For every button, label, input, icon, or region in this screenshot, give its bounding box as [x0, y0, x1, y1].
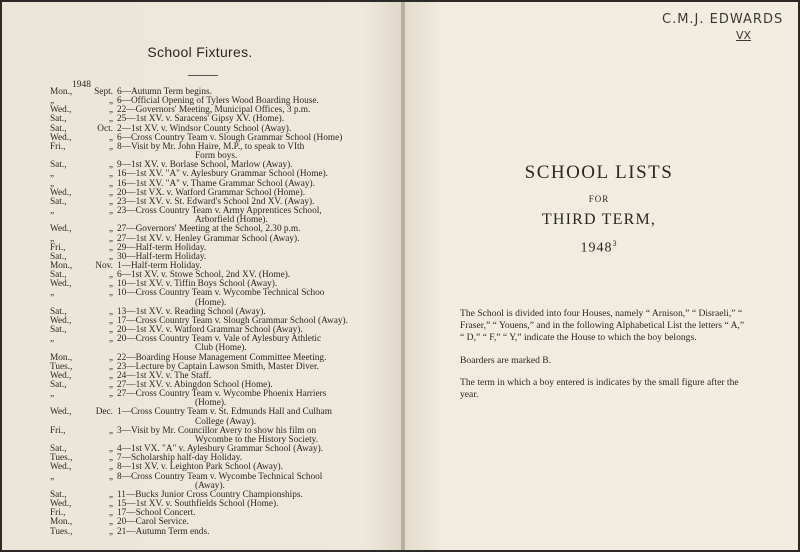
fixture-text: 23—Cross Country Team v. Army Apprentices School,: [117, 206, 322, 217]
fixture-month: „: [108, 444, 113, 455]
fixture-month: „: [108, 270, 113, 281]
fixture-day: „: [50, 206, 55, 217]
fixture-month: „: [108, 242, 113, 253]
fixture-day: Wed.,: [50, 370, 72, 381]
fixture-day: Tues.,: [50, 453, 73, 464]
fixture-text: 27—Cross Country Team v. Wycombe Phoenix Harriers: [117, 389, 327, 400]
fixture-row: [50, 518, 380, 527]
fixture-continuation-text: Club (Home).: [195, 343, 247, 354]
fixture-continuation-text: (Home).: [195, 398, 227, 409]
fixture-text: 23—1st XV. v. St. Edward's School 2nd XV. (Away).: [117, 196, 315, 207]
fixture-month: „: [108, 315, 113, 326]
fixture-day: Sat.,: [50, 444, 67, 455]
owner-signature: C.M.J. EDWARDS: [662, 12, 784, 27]
fixture-text: 10—Cross Country Team v. Wycombe Technical Schoo: [117, 288, 325, 299]
fixture-day: Fri.,: [50, 425, 66, 436]
fixture-month: „: [108, 132, 113, 143]
fixture-day: Sat.,: [50, 114, 67, 125]
fixture-month: „: [108, 453, 113, 464]
fixture-month: „: [108, 105, 113, 116]
fixture-day: „: [50, 389, 55, 400]
fixture-month: Nov.: [95, 260, 113, 271]
fixture-day: „: [50, 96, 55, 107]
fixture-month: Dec.: [95, 407, 113, 418]
fixture-text: 8—1st XV. v. Leighton Park School (Away).: [117, 462, 283, 473]
fixture-day: „: [50, 178, 55, 189]
lists-year: [402, 239, 796, 257]
fixture-text: 6—Autumn Term begins.: [117, 87, 212, 97]
fixture-day: Wed.,: [50, 132, 72, 143]
fixture-day: Mon.,: [50, 260, 73, 271]
fixture-month: „: [108, 251, 113, 262]
fixture-day: „: [50, 288, 55, 299]
fixture-month: „: [108, 517, 113, 528]
fixture-row: [50, 528, 380, 537]
fixture-text: 24—1st XV. v. The Staff.: [117, 370, 212, 381]
fixture-day: Sat.,: [50, 160, 67, 171]
fixture-row: [50, 363, 380, 372]
fixture-text: 17—School Concert.: [117, 508, 196, 519]
fixture-text: 20—Carol Service.: [117, 517, 189, 528]
fixture-day: Wed.,: [50, 224, 72, 235]
fixture-day: Wed.,: [50, 499, 72, 510]
page-gutter: [401, 2, 405, 550]
boarders-note: Boarders are marked B.: [460, 354, 552, 366]
fixture-month: „: [108, 196, 113, 207]
fixture-day: Fri.,: [50, 242, 66, 253]
lists-term: THIRD TERM,: [541, 211, 657, 228]
fixture-month: „: [108, 224, 113, 235]
fixture-month: „: [108, 306, 113, 317]
fixture-month: „: [108, 288, 113, 299]
fixture-text: 20—1st VX. v. Watford Grammar School (Home).: [117, 187, 306, 198]
fixture-text: 11—Bucks Junior Cross Country Championships.: [117, 489, 303, 500]
fixture-row: [50, 509, 380, 518]
fixture-text: 22—Boarding House Management Committee Meeting.: [117, 352, 327, 363]
fixture-text: 16—1st XV. "A" v. Aylesbury Grammar School (Home).: [117, 169, 328, 180]
fixture-day: Wed.,: [50, 462, 72, 473]
school-lists-page: [404, 2, 798, 550]
fixture-month: „: [108, 206, 113, 217]
fixture-month: „: [108, 361, 113, 372]
fixture-text: 22—Governors' Meeting, Municipal Offices, 3 p.m.: [117, 105, 311, 116]
fixture-month: „: [108, 526, 113, 537]
fixture-day: Sat.,: [50, 123, 67, 134]
fixture-month: „: [108, 141, 113, 152]
fixture-text: 6—Cross Country Team v. Slough Grammar School (Home): [117, 132, 343, 143]
fixture-day: Wed.,: [50, 315, 72, 326]
lists-for: FOR: [588, 194, 610, 204]
fixture-day: Mon.,: [50, 517, 73, 528]
fixture-day: Wed.,: [50, 279, 72, 290]
fixture-day: „: [50, 334, 55, 345]
fixture-day: Mon.,: [50, 87, 73, 97]
fixture-day: Sat.,: [50, 325, 67, 336]
fixture-text: 25—1st XV. v. Saracens' Gipsy XV. (Home).: [117, 114, 285, 125]
fixture-row: [50, 244, 380, 253]
fixture-text: 15—1st XV. v. Southfields School (Home).: [117, 499, 279, 510]
fixture-month: „: [108, 160, 113, 171]
fixture-month: „: [108, 178, 113, 189]
fixture-text: 3—Visit by Mr. Councillor Avery to show his film on: [117, 425, 317, 436]
fixture-month: „: [108, 279, 113, 290]
fixture-month: „: [108, 508, 113, 519]
fixture-continuation-text: Wycombe to the History Society.: [195, 434, 319, 445]
fixture-month: „: [108, 489, 113, 500]
fixtures-list: [50, 88, 380, 537]
fixture-continuation-text: College (Away).: [195, 416, 257, 427]
fixture-text: 30—Half-term Holiday.: [117, 251, 207, 262]
fixture-day: Tues.,: [50, 361, 73, 372]
fixture-text: 23—Lecture by Captain Lawson Smith, Master Diver.: [117, 361, 319, 372]
fixture-month: „: [108, 462, 113, 473]
fixture-month: „: [108, 233, 113, 244]
fixture-text: 6—Official Opening of Tylers Wood Boarding House.: [117, 96, 319, 107]
owner-form: VX: [736, 29, 752, 42]
fixture-month: Sept.: [94, 87, 113, 97]
fixture-day: Wed.,: [50, 105, 72, 116]
lists-notes: [460, 308, 750, 411]
fixture-text: 20—1st XV. v. Watford Grammar School (Away).: [117, 325, 303, 336]
fixture-day: Sat.,: [50, 196, 67, 207]
fixture-day: Sat.,: [50, 251, 67, 262]
fixture-text: 1—Cross Country Team v. St. Edmunds Hall and Culham: [117, 407, 332, 418]
fixture-month: „: [108, 96, 113, 107]
fixture-text: 4—1st VX. "A" v. Aylesbury Grammar School (Away).: [117, 444, 323, 455]
fixture-month: Oct.: [97, 123, 113, 134]
term-note: The term in which a boy entered is indicates by the small figure after the year.: [460, 376, 739, 401]
fixture-text: 6—1st XV. v. Stowe School, 2nd XV. (Home).: [117, 270, 291, 281]
houses-note: The School is divided into four Houses, namely “ Arnison,” “ Disraeli,” “ Fraser,” “ Youens,” and in the following Alphabetical List the letters “ A,” “ D,” “ F,” “ Y,” indicate the House to which the boy belongs.: [460, 308, 745, 344]
fixture-text: 8—Visit by Mr. John Haire, M.P., to speak to VIth: [117, 141, 305, 152]
lists-title: SCHOOL LISTS: [524, 162, 674, 183]
fixture-text: 16—1st XV. "A" v. Thame Grammar School (Away).: [117, 178, 315, 189]
fixture-text: 27—Governors' Meeting at the School, 2.30 p.m.: [117, 224, 301, 235]
fixture-month: „: [108, 370, 113, 381]
fixture-day: „: [50, 233, 55, 244]
fixture-continuation-text: (Away).: [195, 480, 225, 491]
fixture-day: Mon.,: [50, 352, 73, 363]
fixture-month: „: [108, 425, 113, 436]
fixture-month: „: [108, 325, 113, 336]
fixture-text: 8—Cross Country Team v. Wycombe Technical School: [117, 471, 323, 482]
fixture-continuation-text: Arborfield (Home).: [195, 215, 268, 226]
fixture-day: Sat.,: [50, 489, 67, 500]
fixture-continuation-text: Form boys.: [195, 151, 238, 162]
fixtures-year: 1948: [72, 80, 91, 90]
fixture-day: Sat.,: [50, 270, 67, 281]
fixture-day: Tues.,: [50, 526, 73, 537]
fixture-continuation-text: (Home).: [195, 297, 227, 308]
title-rule: [188, 75, 218, 76]
fixture-day: Sat.,: [50, 380, 67, 390]
fixture-text: 2—1st XV. v. Windsor County School (Away).: [117, 123, 292, 134]
fixture-day: Wed.,: [50, 407, 72, 418]
fixture-text: 27—1st XV. v. Abingdon School (Home).: [117, 380, 273, 390]
fixture-text: 1—Half-term Holiday.: [117, 260, 202, 271]
fixture-month: „: [108, 471, 113, 482]
fixture-day: Wed.,: [50, 187, 72, 198]
fixture-day: „: [50, 169, 55, 180]
fixture-text: 7—Scholarship half-day Holiday.: [117, 453, 243, 464]
fixture-text: 9—1st XV. v. Borlase School, Marlow (Away).: [117, 160, 293, 171]
fixture-month: „: [108, 334, 113, 345]
fixture-text: 17—Cross Country Team v. Slough Grammar School (Away).: [117, 315, 348, 326]
fixture-month: „: [108, 352, 113, 363]
fixture-month: „: [108, 114, 113, 125]
fixture-day: Sat.,: [50, 306, 67, 317]
fixture-row: [50, 500, 380, 509]
fixture-day: „: [50, 471, 55, 482]
fixture-text: 13—1st XV. v. Reading School (Away).: [117, 306, 266, 317]
fixture-text: 21—Autumn Term ends.: [117, 526, 210, 537]
fixture-text: 10—1st XV. v. Tiffin Boys School (Away).: [117, 279, 278, 290]
fixture-month: „: [108, 169, 113, 180]
fixture-month: „: [108, 380, 113, 390]
fixture-month: „: [108, 389, 113, 400]
fixture-day: Fri.,: [50, 141, 66, 152]
fixture-text: 27—1st XV. v. Henley Grammar School (Away).: [117, 233, 300, 244]
lists-year-term: 3: [612, 239, 618, 248]
fixture-text: 29—Half-term Holiday.: [117, 242, 207, 253]
fixture-day: Fri.,: [50, 508, 66, 519]
lists-year-value: 1948: [580, 240, 613, 256]
fixture-month: „: [108, 499, 113, 510]
fixture-text: 20—Cross Country Team v. Vale of Aylesbury Athletic: [117, 334, 322, 345]
fixture-row: [50, 235, 380, 244]
fixtures-title: School Fixtures.: [147, 44, 253, 60]
fixture-month: „: [108, 187, 113, 198]
